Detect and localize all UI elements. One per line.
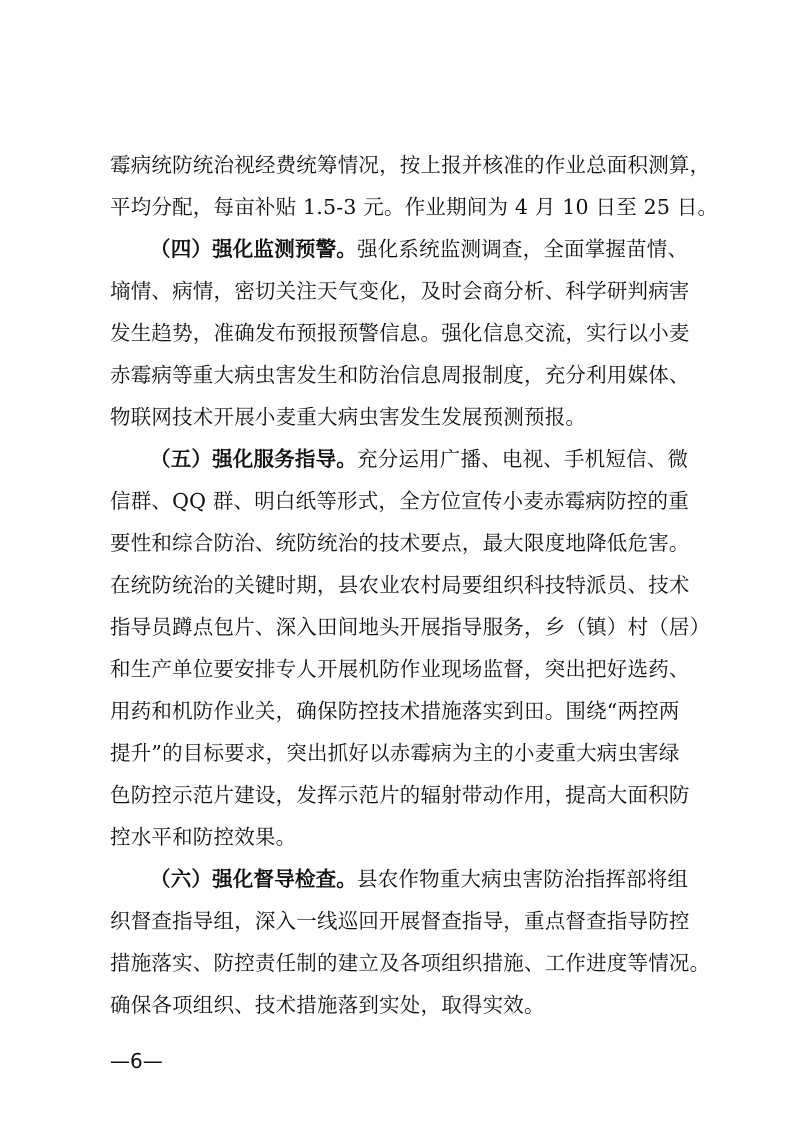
- text-line: 物联网技术开展小麦重大病虫害发生发展预测预报。: [110, 405, 587, 429]
- text-line: 指导员蹲点包片、深入田间地头开展指导服务，乡（镇）村（居）: [110, 615, 711, 639]
- text-line: 用药和机防作业关，确保防控技术措施落实到田。围绕“两控两: [110, 699, 680, 723]
- section-4-text: 强化系统监测调查，全面掌握苗情、: [357, 237, 689, 261]
- text-line: 平均分配，每亩补贴 1.5-3 元。作业期间为 4 月 10 日至 25 日。: [110, 195, 719, 219]
- section-6-text: 县农作物重大病虫害防治指挥部将组: [357, 867, 689, 891]
- text-line: 要性和综合防治、统防统治的技术要点，最大限度地降低危害。: [110, 531, 690, 555]
- section-6-heading: （六）强化督导检查。: [150, 867, 357, 891]
- text-line: 发生趋势，准确发布预报预警信息。强化信息交流，实行以小麦: [110, 321, 690, 345]
- section-5-heading: （五）强化服务指导。: [150, 447, 357, 471]
- text-line: 色防控示范片建设，发挥示范片的辐射带动作用，提高大面积防: [110, 783, 690, 807]
- text-line: 控水平和防控效果。: [110, 825, 297, 849]
- text-line: 确保各项组织、技术措施落到实处，取得实效。: [110, 993, 545, 1017]
- text-line: 在统防统治的关键时期，县农业农村局要组织科技特派员、技术: [110, 573, 690, 597]
- section-5-first-line: [150, 444, 710, 474]
- page-number: —6—: [110, 1049, 163, 1073]
- text-line: 信群、QQ 群、明白纸等形式，全方位宣传小麦赤霉病防控的重: [110, 489, 689, 513]
- text-line: 霉病统防统治视经费统筹情况，按上报并核准的作业总面积测算，: [110, 153, 711, 177]
- section-5-text: 充分运用广播、电视、手机短信、微: [357, 447, 689, 471]
- text-line: 墒情、病情，密切关注天气变化，及时会商分析、科学研判病害: [110, 279, 690, 303]
- text-line: 提升”的目标要求，突出抓好以赤霉病为主的小麦重大病虫害绿: [110, 741, 680, 765]
- section-4-heading: （四）强化监测预警。: [150, 237, 357, 261]
- text-line: 赤霉病等重大病虫害发生和防治信息周报制度，充分利用媒体、: [110, 363, 690, 387]
- text-line: 措施落实、防控责任制的建立及各项组织措施、工作进度等情况。: [110, 951, 711, 975]
- section-6-first-line: [150, 864, 710, 894]
- section-4-first-line: [150, 234, 710, 264]
- text-line: 织督查指导组，深入一线巡回开展督查指导，重点督查指导防控: [110, 909, 690, 933]
- text-line: 和生产单位要安排专人开展机防作业现场监督，突出把好选药、: [110, 657, 690, 681]
